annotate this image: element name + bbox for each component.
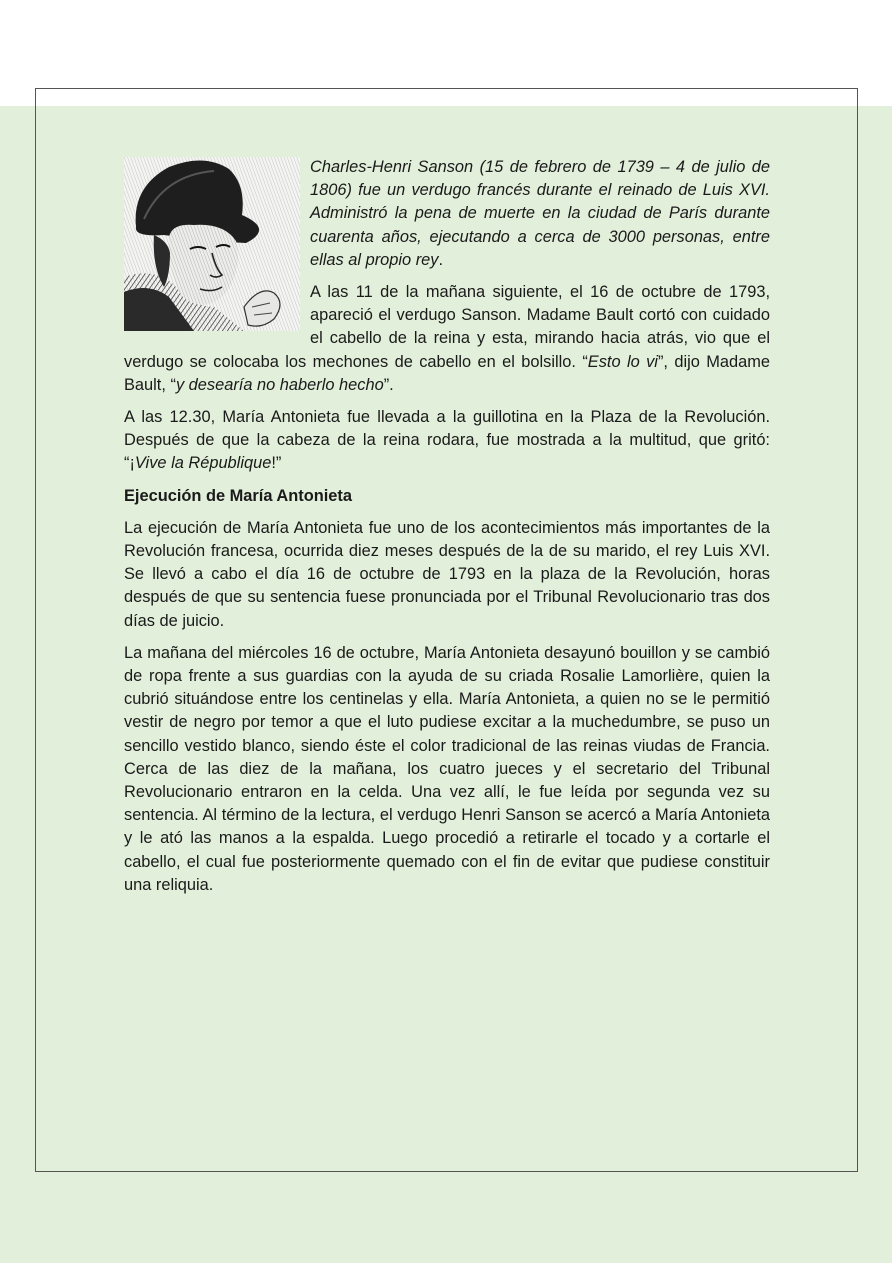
article-body	[124, 156, 770, 906]
p1-text-c: ”.	[383, 375, 394, 394]
p1-text-a: A las 11 de la mañana siguiente, el 16 de octubre de 1793, apareció el verdugo Sanson. Madame Bault cortó con cuidado el cabello de la reina y esta, mirando hacia atrás, vio que el verdugo se colocaba los mechones de cabello en el bolsillo. “	[124, 283, 770, 371]
paragraph-guillotine	[124, 406, 770, 476]
intro-end: .	[438, 250, 444, 269]
p2-text-b: !”	[271, 454, 282, 473]
portrait-image	[124, 157, 300, 331]
p1-text-b: ”, dijo Madame Bault, “	[124, 352, 771, 394]
paragraph-execution: La ejecución de María Antonieta fue uno de los acontecimientos más importantes de la Revolución francesa, ocurrida diez meses después de la de su marido, el rey Luis XVI. Se llevó a cabo el día 16 de octubre de 1793 en la plaza de la Revolución, horas después de que su sentencia fuese pronunciada por el Tribunal Revolucionario tras dos días de juicio.	[124, 518, 770, 630]
p1-quote-1: Esto lo vi	[587, 352, 658, 371]
intro-text: Charles-Henri Sanson (15 de febrero de 1739 – 4 de julio de 1806) fue un verdugo francés durante el reinado de Luis XVI. Administró la pena de muerte en la ciudad de París durante cuarenta años, ejecutando a cerca de 3000 personas, entre ellas al propio rey	[310, 158, 770, 269]
section-heading: Ejecución de María Antonieta	[124, 486, 352, 505]
paragraph-morning: La mañana del miércoles 16 de octubre, María Antonieta desayunó bouillon y se cambió de ropa frente a sus guardias con la ayuda de su criada Rosalie Lamorlière, quien la cubrió situándose entre los centinelas y ella. María Antonieta, a quien no se le permitió vestir de negro por temor a que el luto pudiese excitar a la muchedumbre, se puso un sencillo vestido blanco, siendo éste el color tradicional de las reinas viudas de Francia. Cerca de las diez de la mañana, los cuatro jueces y el secretario del Tribunal Revolucionario entraron en la celda. Una vez allí, le fue leída por segunda vez su sentencia. Al término de la lectura, el verdugo Henri Sanson se acercó a María Antonieta y le ató las manos a la espalda. Luego procedió a retirarle el tocado y a cortarle el cabello, el cual fue posteriormente quemado con el fin de evitar que pudiese constituir una reliquia.	[124, 643, 770, 894]
p1-quote-2: y desearía no haberlo hecho	[175, 375, 384, 394]
p2-text-a: A las 12.30, María Antonieta fue llevada a la guillotina en la Plaza de la Revolución. Después de que la cabeza de la reina rodara, fue mostrada a la multitud, que gritó: “¡	[124, 408, 770, 473]
p2-quote: Vive la République	[134, 454, 272, 473]
